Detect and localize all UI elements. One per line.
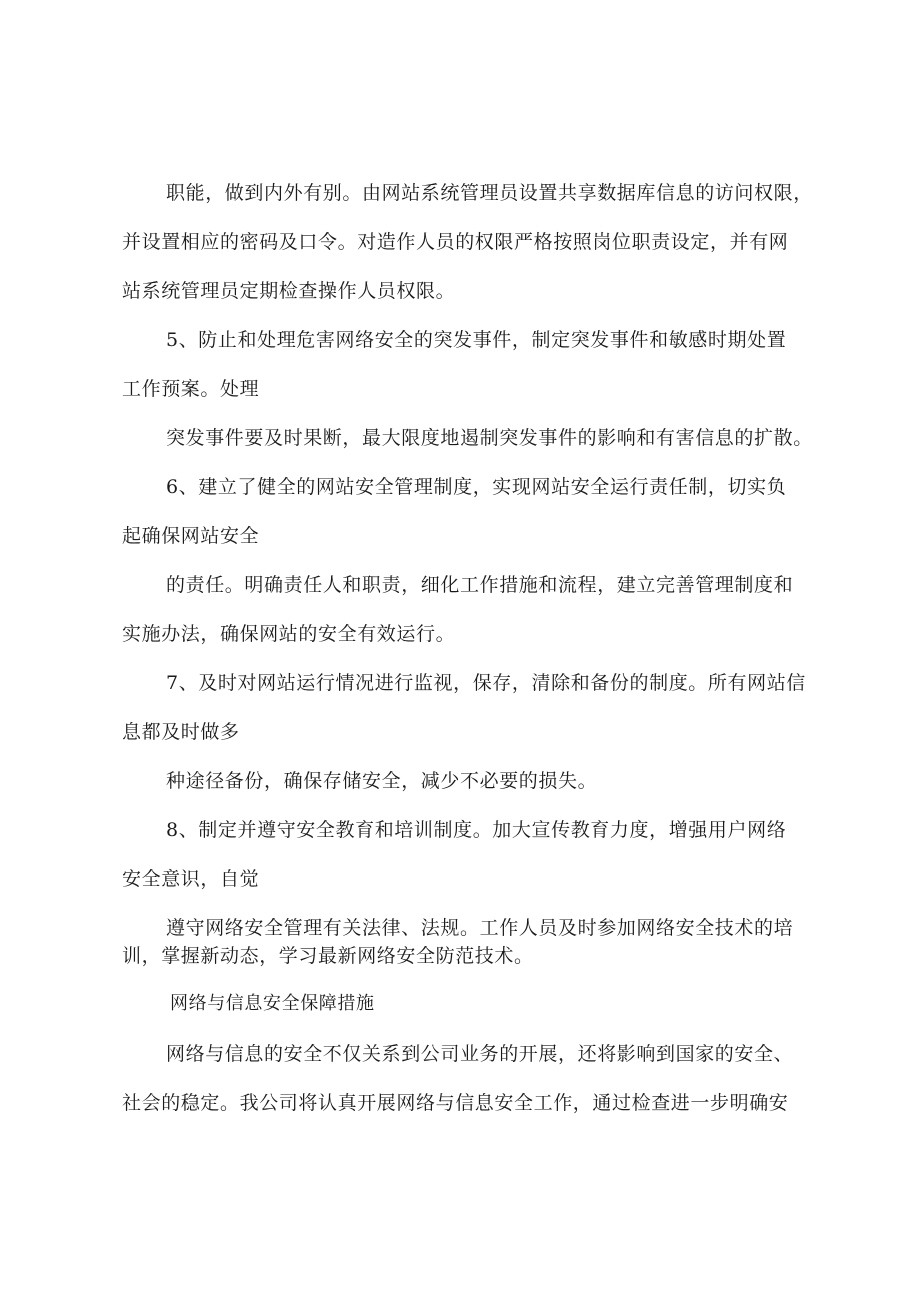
paragraph-line: 遵守网络安全管理有关法律、法规。工作人员及时参加网络安全技术的培 [166,917,794,939]
list-item-5-line: 5、防止和处理危害网络安全的突发事件，制定突发事件和敏感时期处置 [166,329,787,351]
paragraph-line: 突发事件要及时果断，最大限度地遏制突发事件的影响和有害信息的扩散。 [166,427,813,449]
list-item-7-line: 息都及时做多 [122,721,240,743]
list-item-6-line: 6、建立了健全的网站安全管理制度，实现网站安全运行责任制，切实负 [166,476,787,498]
list-item-8-line: 8、制定并遵守安全教育和培训制度。加大宣传教育力度，增强用户网络 [166,819,787,841]
paragraph-line: 网络与信息的安全不仅关系到公司业务的开展，还将影响到国家的安全、 [166,1043,794,1065]
paragraph-line: 社会的稳定。我公司将认真开展网络与信息安全工作，通过检查进一步明确安 [122,1092,789,1114]
paragraph-line: 训，掌握新动态，学习最新网络安全防范技术。 [122,945,534,967]
paragraph-line: 站系统管理员定期检查操作人员权限。 [122,280,456,302]
paragraph-line: 种途径备份，确保存储安全，减少不必要的损失。 [166,770,598,792]
list-item-7-line: 7、及时对网站运行情况进行监视，保存，清除和备份的制度。所有网站信 [166,672,806,694]
paragraph-line: 并设置相应的密码及口令。对造作人员的权限严格按照岗位职责设定，并有网 [122,231,789,253]
section-heading: 网络与信息安全保障措施 [170,993,375,1014]
paragraph-line: 职能，做到内外有别。由网站系统管理员设置共享数据库信息的访问权限， [166,182,813,204]
list-item-5-line: 工作预案。处理 [122,378,260,400]
list-item-8-line: 安全意识，自觉 [122,868,260,890]
paragraph-line: 的责任。明确责任人和职责，细化工作措施和流程，建立完善管理制度和 [166,574,794,596]
list-item-6-line: 起确保网站安全 [122,525,260,547]
paragraph-line: 实施办法，确保网站的安全有效运行。 [122,623,456,645]
